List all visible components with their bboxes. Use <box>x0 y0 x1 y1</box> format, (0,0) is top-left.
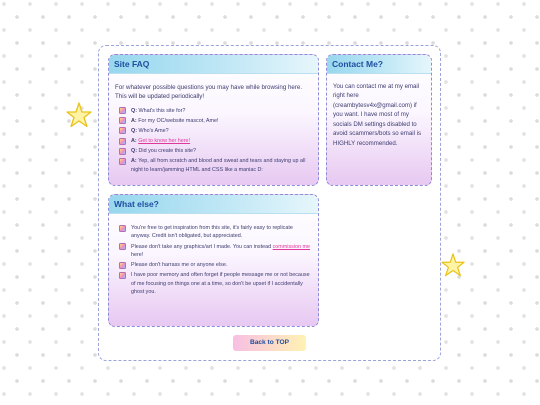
contact-title: Contact Me? <box>327 55 431 74</box>
star-decoration-left <box>66 102 92 128</box>
list-item: Please don't take any graphics/art I made. You can instead commission me here! <box>119 243 312 260</box>
faq-panel <box>108 54 319 186</box>
faq-item: Q: Who's Ame? <box>119 127 312 135</box>
bullet-icon <box>119 117 126 124</box>
get-to-know-link[interactable]: Get to know her here! <box>138 138 191 145</box>
list-item: I have poor memory and often forget if people message me or not because of me focusing on things one at a time, so don't be upset if I accidentally ghost you. <box>119 271 312 296</box>
bullet-icon <box>119 148 126 155</box>
bullet-icon <box>119 262 126 269</box>
contact-panel <box>326 54 432 186</box>
bullet-icon <box>119 243 126 250</box>
what-else-title: What else? <box>109 195 318 214</box>
faq-intro: For whatever possible questions you may have while browsing here. This will be updated periodically! <box>115 84 303 101</box>
faq-item: A: For my OC/website mascot, Ame! <box>119 117 312 125</box>
faq-item: Q: What's this site for? <box>119 107 312 115</box>
faq-list <box>115 107 312 175</box>
bullet-icon <box>119 158 126 165</box>
what-else-list <box>115 224 312 296</box>
list-item: You're free to get inspiration from this site, it's fairly easy to replicate anyway. Credit isn't obligated, but appreciated. <box>119 224 312 241</box>
contact-text: You can contact me at my email right here (creambytesv4x@gmail.com) if you want. I have most of my socials DM settings disabled to avoid scammers/bots so email is HIGHLY recommended. <box>333 83 422 147</box>
bullet-icon <box>119 138 126 145</box>
bullet-icon <box>119 107 126 114</box>
bullet-icon <box>119 225 126 232</box>
star-decoration-right <box>441 253 465 277</box>
faq-item: Q: Did you create this site? <box>119 147 312 155</box>
bullet-icon <box>119 127 126 134</box>
what-else-panel <box>108 194 319 327</box>
list-item: Please don't harrass me or anyone else. <box>119 261 312 269</box>
commission-link[interactable]: commission me <box>272 243 311 250</box>
faq-item: A: Yep, all from scratch and blood and sweat and tears and staying up all night to learn/jamming HTML and CSS like a maniac D: <box>119 157 312 174</box>
faq-item: A: Get to know her here! <box>119 137 312 145</box>
back-to-top-button[interactable]: Back to TOP <box>233 335 306 351</box>
bullet-icon <box>119 272 126 279</box>
faq-title: Site FAQ <box>109 55 318 74</box>
